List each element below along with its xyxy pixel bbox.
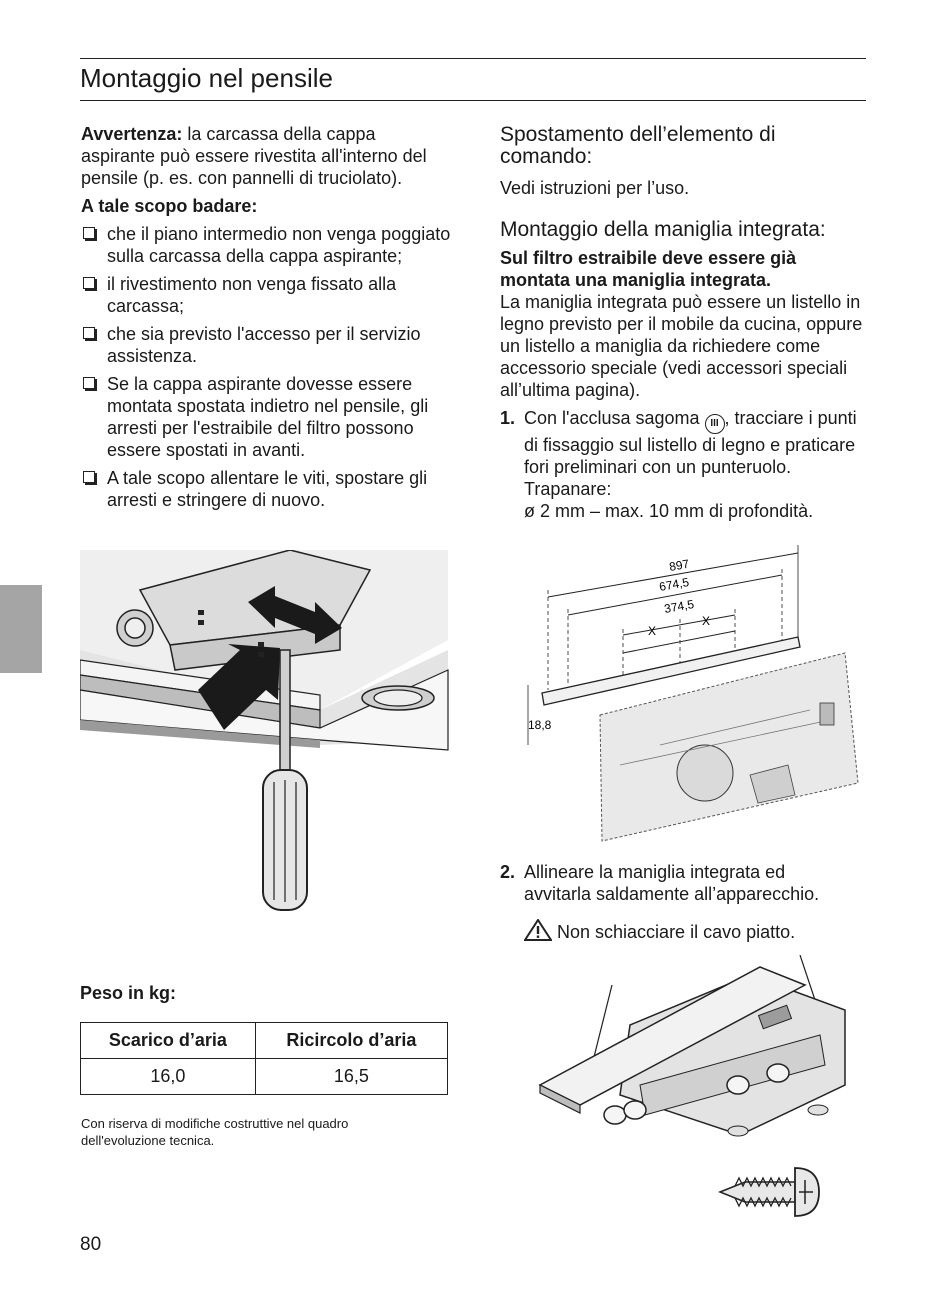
table-header-cell: Ricircolo d’aria	[255, 1023, 447, 1059]
weight-label: Peso in kg:	[80, 983, 177, 1003]
step-number: 1.	[500, 408, 516, 428]
x-label-left: X	[648, 624, 657, 638]
template-symbol-icon: III	[705, 414, 725, 434]
warning-paragraph	[81, 123, 453, 189]
list-item	[81, 467, 453, 511]
dimension-label-897: 897	[668, 556, 691, 574]
step-number: 2.	[500, 862, 516, 882]
warning-note-text: Non schiacciare il cavo piatto.	[557, 922, 796, 942]
checkbox-icon	[83, 471, 95, 483]
hood-handle-assembly-illustration	[520, 955, 865, 1150]
dimension-label-374: 374,5	[663, 596, 696, 616]
table-header-row	[81, 1023, 448, 1059]
stop-adjustment-illustration	[80, 550, 450, 920]
handle-notice: Sul filtro estraibile deve essere già montata una maniglia integrata.	[500, 248, 797, 290]
screw-icon	[715, 1160, 825, 1225]
section-title-control-element: Spostamento dell’elemento di comando:	[500, 123, 776, 168]
checkbox-icon	[83, 277, 95, 289]
weights-table	[80, 1022, 448, 1095]
page-number: 80	[80, 1234, 102, 1255]
list-item	[81, 223, 453, 267]
warning-label: Avvertenza:	[81, 124, 183, 144]
header-rule-top	[80, 58, 866, 59]
section-tab-marker	[0, 585, 42, 673]
left-column	[81, 123, 453, 517]
x-label-right: X	[702, 614, 711, 628]
section-text-control-element: Vedi istruzioni per l’uso.	[500, 178, 690, 198]
checkbox-icon	[83, 377, 95, 389]
list-item	[81, 323, 453, 367]
step-text: Con l'acclusa sagoma	[524, 408, 700, 428]
warning-note	[500, 919, 850, 943]
list-item-text: che sia previsto l'accesso per il servizio assistenza.	[107, 324, 421, 366]
step-item	[500, 861, 850, 905]
list-item	[81, 373, 453, 461]
list-item-text: che il piano intermedio non venga poggiato sulla carcassa della cappa aspirante;	[107, 224, 451, 266]
list-item-text: Se la cappa aspirante dovesse essere montata spostata indietro nel pensile, gli arresti per l'estraibile del filtro possono essere spostati in avanti.	[107, 374, 429, 460]
step-text: Allineare la maniglia integrata ed avvitarla saldamente all’apparecchio.	[524, 862, 820, 904]
height-label: 18,8	[528, 718, 552, 732]
table-cell: 16,5	[255, 1059, 447, 1095]
right-column-top	[500, 124, 870, 522]
table-row	[81, 1059, 448, 1095]
checklist	[81, 223, 453, 511]
step-item	[500, 407, 870, 522]
steps-list-1	[500, 407, 870, 522]
handle-dimension-diagram	[520, 545, 865, 850]
drill-dimensions: ø 2 mm – max. 10 mm di profondità.	[524, 501, 814, 521]
dimension-label-674: 674,5	[658, 574, 691, 594]
handle-description: La maniglia integrata può essere un listello in legno previsto per il mobile da cucina, oppure un listello a maniglia da richiedere come accessorio speciale (vedi accessori speciali all’ultima pagina).	[500, 292, 863, 400]
drill-label: Trapanare:	[524, 479, 612, 499]
checkbox-icon	[83, 327, 95, 339]
list-item	[81, 273, 453, 317]
list-item-text: il rivestimento non venga fissato alla carcassa;	[107, 274, 397, 316]
warning-text: la carcassa della cappa aspirante può essere rivestita all'interno del pensile (p. es. con pannelli di truciolato).	[81, 124, 427, 188]
page-title: Montaggio nel pensile	[80, 63, 333, 93]
warning-triangle-icon	[524, 919, 552, 941]
step-text-cont: , tracciare i punti di fissaggio sul listello di legno e praticare fori preliminari con un punteruolo.	[524, 408, 857, 477]
footnote: Con riserva di modifiche costruttive nel quadro dell'evoluzione tecnica.	[81, 1116, 349, 1148]
table-cell: 16,0	[81, 1059, 256, 1095]
steps-list-2	[500, 861, 850, 905]
list-item-text: A tale scopo allentare le viti, spostare gli arresti e stringere di nuovo.	[107, 468, 428, 510]
table-header-cell: Scarico d’aria	[81, 1023, 256, 1059]
right-column-bottom	[500, 861, 850, 943]
section-title-handle: Montaggio della maniglia integrata:	[500, 218, 826, 241]
header-rule-bottom	[80, 100, 866, 101]
checkbox-icon	[83, 227, 95, 239]
badare-heading: A tale scopo badare:	[81, 196, 258, 216]
